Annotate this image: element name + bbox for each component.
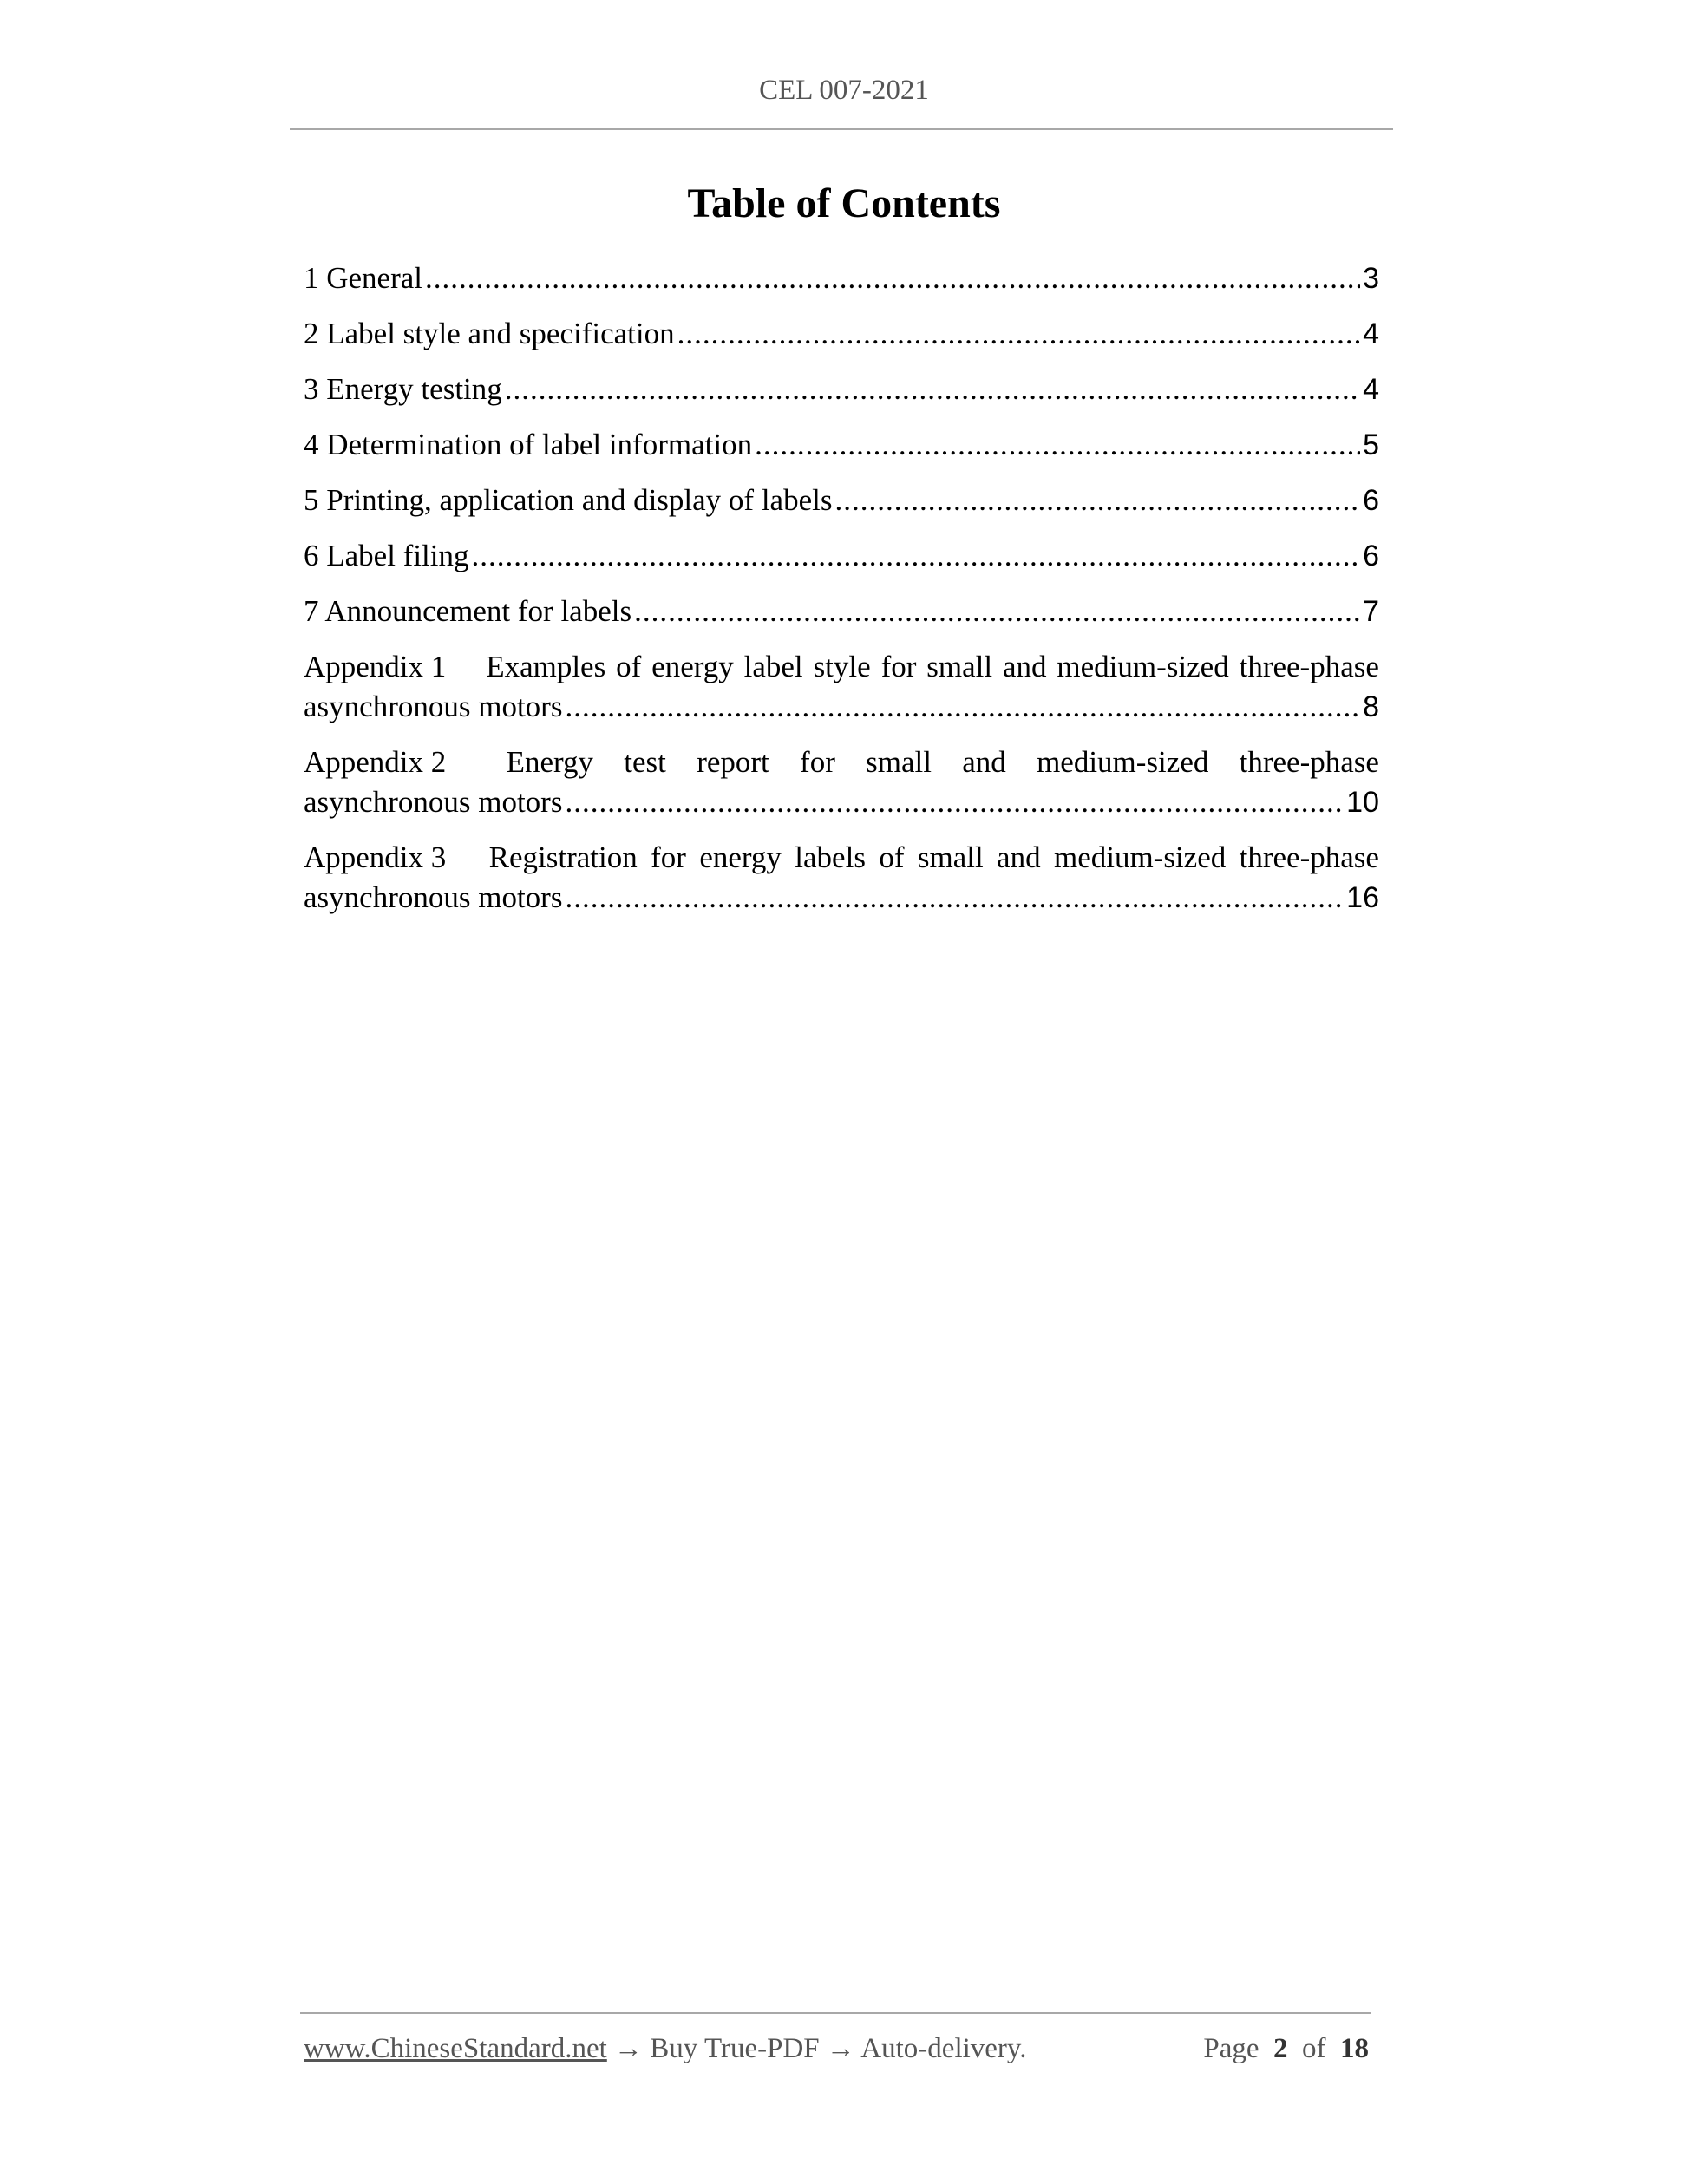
toc-page-number: 4 bbox=[1363, 317, 1379, 350]
website-link[interactable]: www.ChineseStandard.net bbox=[304, 2033, 607, 2064]
dot-leader bbox=[565, 878, 1344, 918]
dot-leader bbox=[425, 258, 1360, 298]
header-divider bbox=[290, 128, 1393, 130]
toc-entry[interactable] bbox=[304, 369, 1379, 409]
page-footer bbox=[304, 2033, 1369, 2065]
appendix-continuation: asynchronous motors bbox=[304, 880, 563, 914]
appendix-word: medium-sized bbox=[1057, 650, 1229, 683]
appendix-label: Appendix 3 bbox=[304, 840, 447, 874]
appendix-title-line bbox=[304, 742, 1379, 782]
footer-left bbox=[304, 2033, 1027, 2065]
toc-entry-line bbox=[304, 314, 1379, 354]
toc-entry-line bbox=[304, 592, 1379, 631]
toc-entry-title: 1 General bbox=[304, 261, 423, 295]
appendix-word: and bbox=[1002, 650, 1047, 683]
toc-page-number: 16 bbox=[1346, 881, 1379, 914]
toc-entry-title: 5 Printing, application and display of labels bbox=[304, 483, 833, 517]
toc-appendix-2[interactable] bbox=[304, 742, 1379, 822]
toc-entry-line bbox=[304, 425, 1379, 465]
appendix-word: three-phase bbox=[1239, 745, 1379, 779]
page-of: of bbox=[1302, 2033, 1326, 2064]
toc-page-number: 6 bbox=[1363, 484, 1379, 517]
toc-page-number: 5 bbox=[1363, 428, 1379, 461]
toc-page-number: 10 bbox=[1346, 786, 1379, 819]
toc-entry-line bbox=[304, 258, 1379, 298]
appendix-word: small bbox=[917, 840, 984, 874]
toc-entry-title: 4 Determination of label information bbox=[304, 428, 753, 461]
toc-entries bbox=[304, 258, 1379, 631]
dot-leader bbox=[755, 425, 1360, 465]
footer-divider bbox=[300, 2012, 1371, 2014]
toc-entry[interactable] bbox=[304, 425, 1379, 465]
appendix-label: Appendix 2 bbox=[304, 745, 447, 779]
toc-entry-line bbox=[304, 536, 1379, 576]
toc-entry-title: 7 Announcement for labels bbox=[304, 594, 632, 628]
toc-page-number: 3 bbox=[1363, 262, 1379, 295]
appendix-word: three-phase bbox=[1239, 650, 1379, 683]
toc-entry[interactable] bbox=[304, 258, 1379, 298]
toc-entry[interactable] bbox=[304, 592, 1379, 631]
toc-appendix-1[interactable] bbox=[304, 647, 1379, 727]
document-code: CEL 007-2021 bbox=[759, 75, 929, 106]
toc-page-number: 7 bbox=[1363, 595, 1379, 628]
dot-leader bbox=[834, 481, 1360, 520]
toc-appendix-3[interactable] bbox=[304, 838, 1379, 918]
toc-entry-line bbox=[304, 481, 1379, 520]
appendix-continuation-line bbox=[304, 878, 1379, 918]
toc-page-number: 4 bbox=[1363, 373, 1379, 406]
appendix-word: small bbox=[866, 745, 932, 779]
appendix-word: for bbox=[800, 745, 835, 779]
appendix-continuation: asynchronous motors bbox=[304, 785, 563, 819]
appendix-title-line bbox=[304, 838, 1379, 878]
appendix-word: test bbox=[624, 745, 666, 779]
appendix-continuation: asynchronous motors bbox=[304, 690, 563, 723]
page-prefix: Page bbox=[1203, 2033, 1259, 2064]
dot-leader bbox=[565, 782, 1344, 822]
toc-entry[interactable] bbox=[304, 314, 1379, 354]
appendix-word: style bbox=[813, 650, 871, 683]
appendix-continuation-line bbox=[304, 782, 1379, 822]
toc-entry[interactable] bbox=[304, 536, 1379, 576]
dot-leader bbox=[565, 687, 1360, 727]
appendix-continuation-line bbox=[304, 687, 1379, 727]
dot-leader bbox=[505, 369, 1360, 409]
appendix-word: of bbox=[879, 840, 905, 874]
appendix-word: labels bbox=[795, 840, 866, 874]
page-indicator bbox=[1203, 2033, 1369, 2065]
appendix-title-line bbox=[304, 647, 1379, 687]
appendix-word: label bbox=[743, 650, 803, 683]
toc-entry-title: 6 Label filing bbox=[304, 539, 469, 572]
dot-leader bbox=[472, 536, 1361, 576]
appendix-word: energy bbox=[651, 650, 734, 683]
appendix-word: report bbox=[697, 745, 769, 779]
total-pages: 18 bbox=[1340, 2033, 1369, 2064]
appendix-label: Appendix 1 bbox=[304, 650, 447, 683]
table-of-contents bbox=[304, 258, 1379, 933]
appendix-word: Energy bbox=[506, 745, 594, 779]
toc-entry-line bbox=[304, 369, 1379, 409]
toc-entry-title: 2 Label style and specification bbox=[304, 317, 675, 350]
toc-title: Table of Contents bbox=[687, 180, 1001, 226]
appendix-word: for bbox=[651, 840, 686, 874]
dot-leader bbox=[677, 314, 1360, 354]
toc-page-number: 6 bbox=[1363, 539, 1379, 572]
appendix-word: medium-sized bbox=[1037, 745, 1209, 779]
toc-entry-title: 3 Energy testing bbox=[304, 372, 502, 406]
current-page-number: 2 bbox=[1273, 2033, 1288, 2064]
toc-entry[interactable] bbox=[304, 481, 1379, 520]
appendix-word: and bbox=[997, 840, 1041, 874]
appendix-word: Registration bbox=[488, 840, 638, 874]
appendix-word: small bbox=[926, 650, 993, 683]
appendix-word: for bbox=[880, 650, 917, 683]
appendix-word: three-phase bbox=[1239, 840, 1379, 874]
appendix-word: medium-sized bbox=[1053, 840, 1227, 874]
appendix-word: of bbox=[616, 650, 642, 683]
toc-page-number: 8 bbox=[1363, 690, 1379, 723]
appendix-word: and bbox=[962, 745, 1006, 779]
footer-promo: → Buy True-PDF → Auto-delivery. bbox=[614, 2033, 1027, 2064]
appendix-word: Examples bbox=[486, 650, 606, 683]
dot-leader bbox=[634, 592, 1360, 631]
appendix-word: energy bbox=[699, 840, 782, 874]
